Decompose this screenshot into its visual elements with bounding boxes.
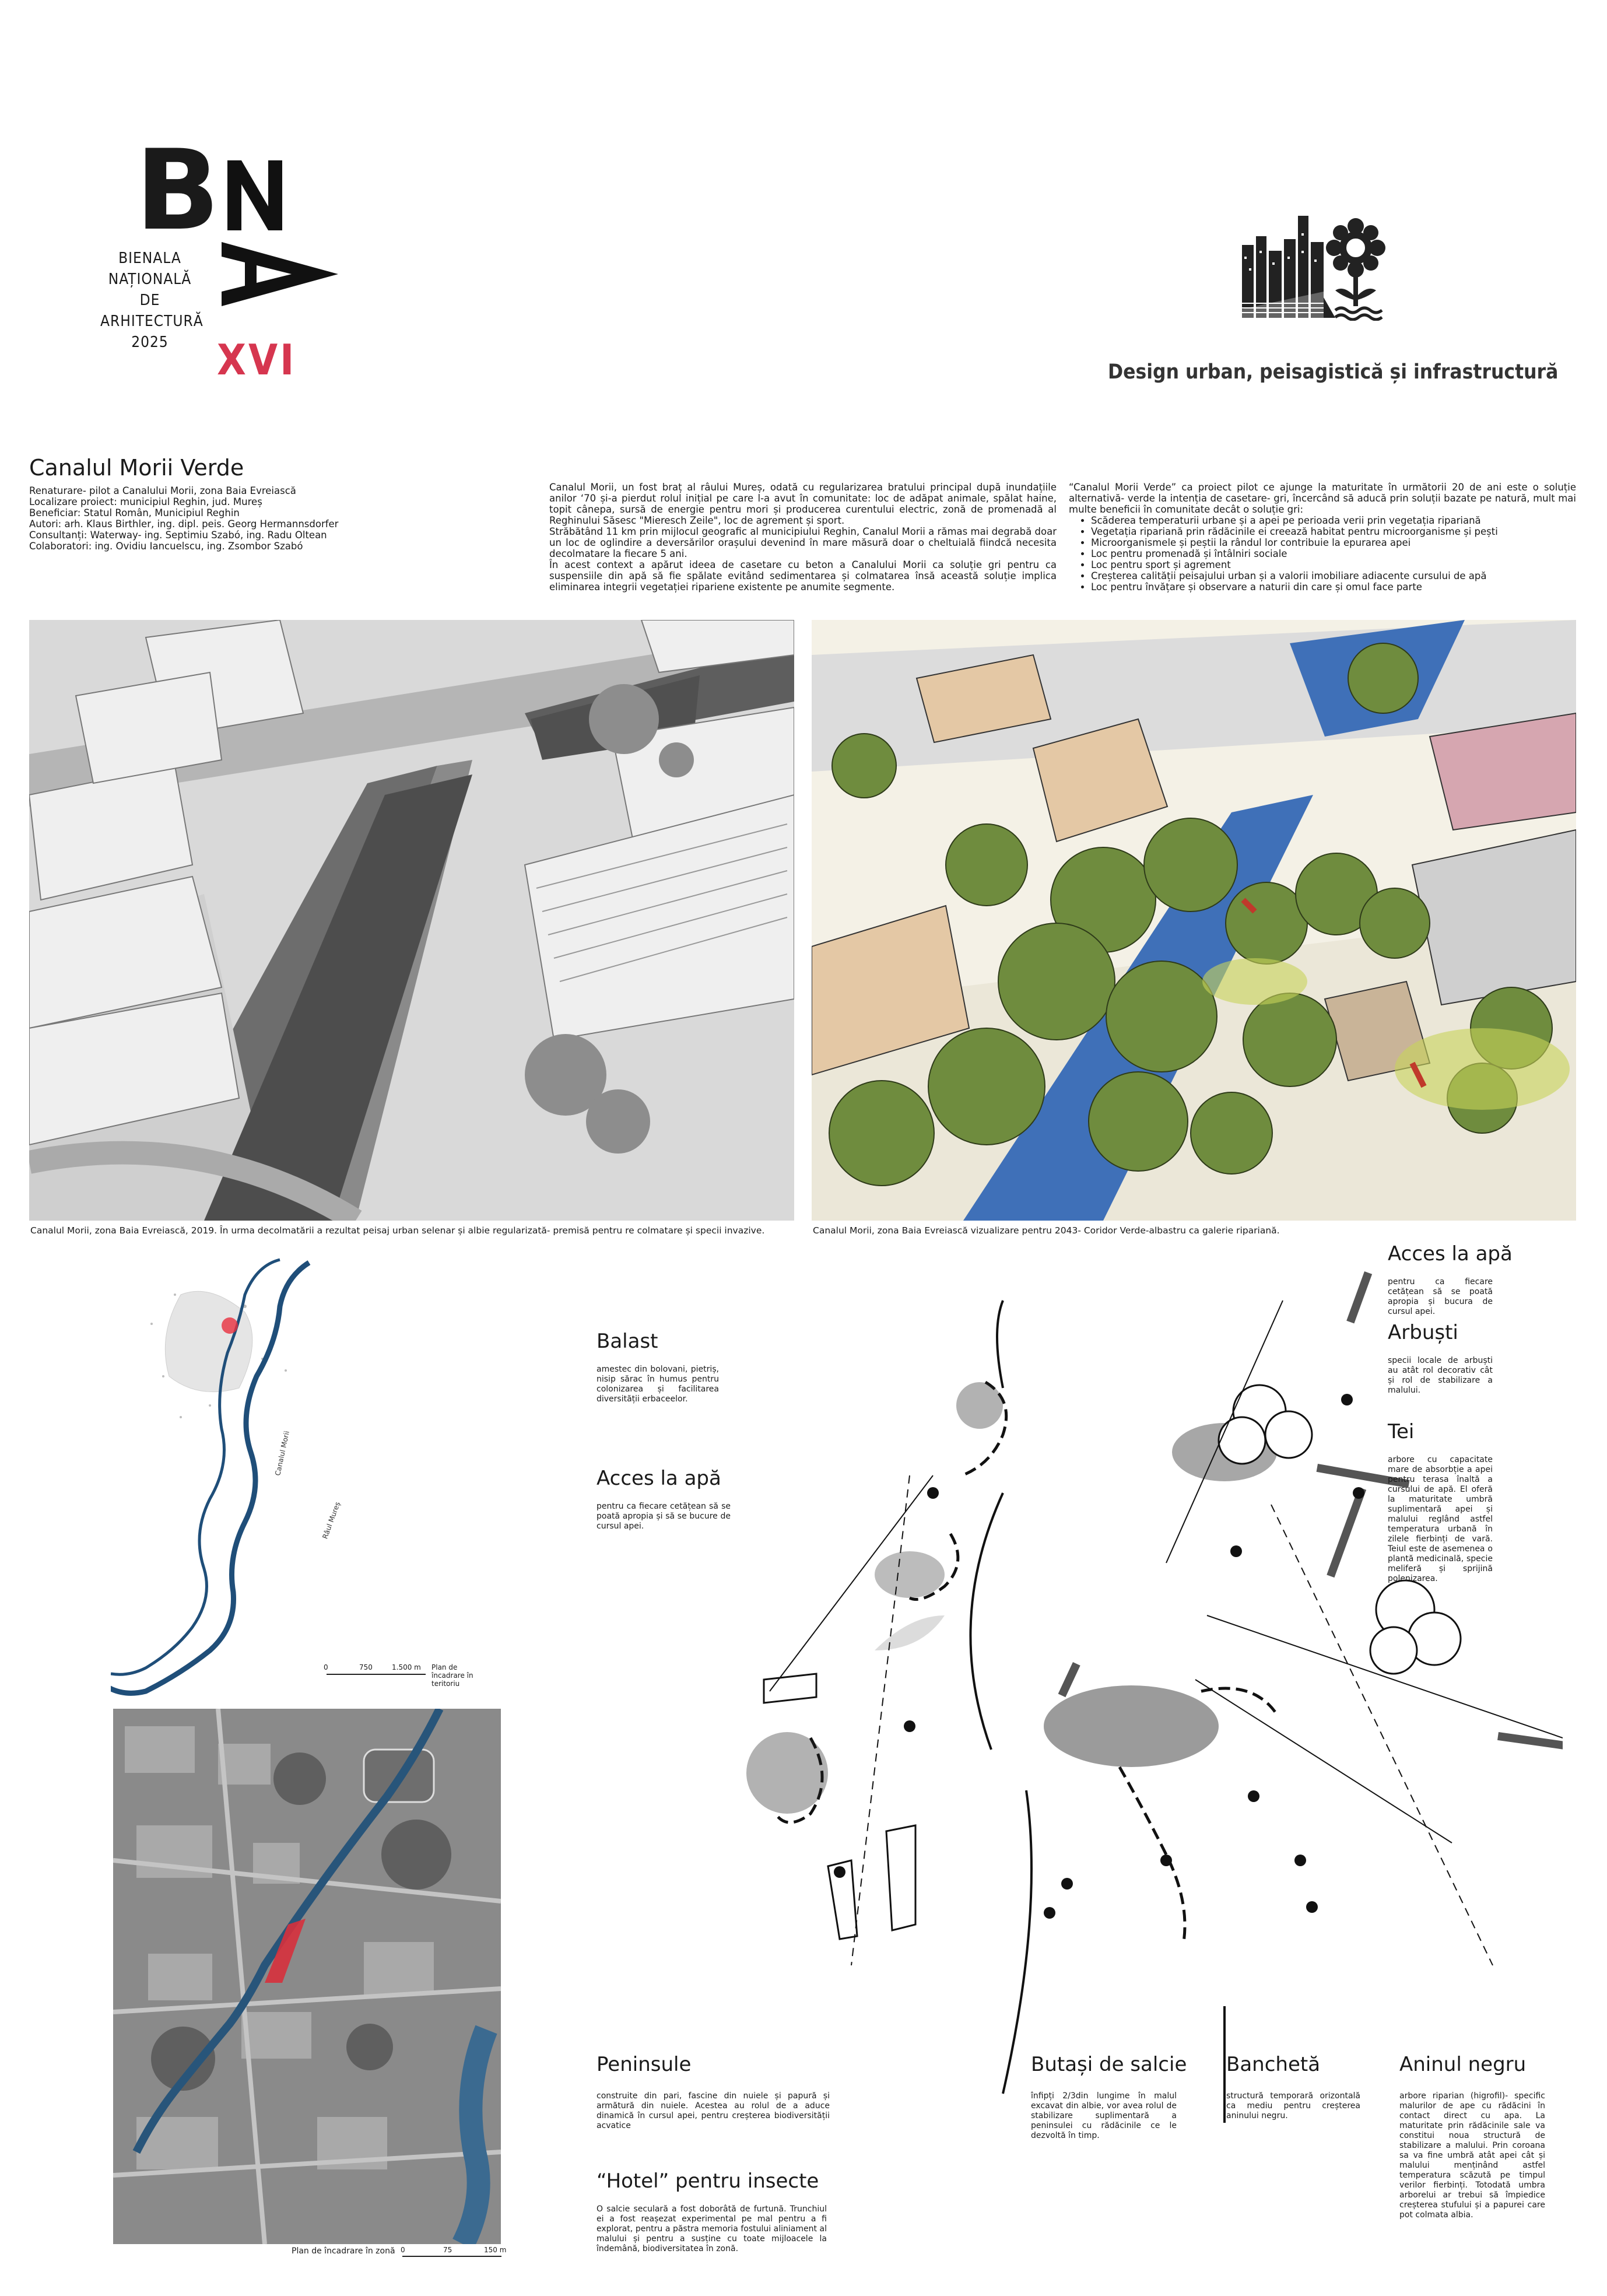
project-meta: [29, 485, 437, 552]
label-desc: O salcie seculară a fost doborâtă de furtună. Trunchiul ei a fost reașezat experimental pe mal pentru a fi explorat, pentru a păstra memoria fostului aliniament al malului și pentru a susține cu toate mijloacele la îndemână, biodiversitatea în zonă.: [597, 2204, 827, 2253]
zone-map: [113, 1709, 501, 2244]
meta-line: Renaturare- pilot a Canalului Morii, zona Baia Evreiască: [29, 485, 296, 496]
list-item: • Vegetația ripariană prin rădăcinile ei creează habitat pentru microorganisme și pești: [1091, 526, 1576, 537]
history-text: [549, 482, 1057, 593]
scale-bar: [402, 2256, 501, 2257]
label-title: “Hotel” pentru insecte: [597, 2169, 819, 2193]
photo-caption-2043: Canalul Morii, zona Baia Evreiască vizualizare pentru 2043- Coridor Verde-albastru ca galerie ripariană.: [813, 1225, 1280, 1236]
label-desc: structură temporară orizontală ca mediu pentru creșterea aninului negru.: [1226, 2091, 1360, 2120]
label-bancheta: [1226, 2053, 1372, 2121]
label-tei: [1388, 1420, 1563, 1584]
label-butasi: [1031, 2053, 1206, 2141]
map-caption: Plan de încadrare în teritoriu: [431, 1663, 473, 1688]
label-desc: pentru ca fiecare cetățean să se poată apropia și bucura de cursul apei.: [1388, 1277, 1493, 1316]
meta-line: Beneficiar: Statul Român, Municipiul Reghin: [29, 507, 240, 518]
label-title: Peninsule: [597, 2053, 692, 2076]
logo-text: BIENALA NAȚIONALĂ DE ARHITECTURĂ 2025: [100, 250, 203, 351]
meta-line: Localizare proiect: municipiul Reghin, jud. Mureș: [29, 496, 262, 507]
label-title: Arbuști: [1388, 1321, 1458, 1344]
scale-label: 1.500 m: [392, 1663, 421, 1671]
meta-line: Colaboratori: ing. Ovidiu Iancuelscu, ing. Zsombor Szabó: [29, 541, 303, 552]
label-title: Balast: [597, 1330, 658, 1353]
scale-label: 750: [359, 1663, 373, 1671]
label-hotel: [597, 2169, 830, 2254]
river-label: Râul Mureș: [321, 1501, 342, 1540]
label-peninsule: [597, 2053, 830, 2131]
scale-label: 75: [443, 2246, 452, 2254]
meta-line: Consultanți: Waterway- ing. Septimiu Szabó, ing. Radu Oltean: [29, 530, 327, 541]
benefits-list: [1069, 515, 1576, 593]
list-item: • Loc pentru promenadă și întâlniri sociale: [1091, 548, 1576, 559]
logo-letter-b: B: [135, 126, 217, 255]
label-title: Tei: [1388, 1420, 1415, 1443]
category-title: Design urban, peisagistică și infrastructură: [1108, 360, 1559, 384]
paragraph: “Canalul Morii Verde” ca proiect pilot ce ajunge la maturitate în următorii 20 de ani este o soluție alternativă- verde la intenția de casetare- gri, încercând să aducă prin soluții bazate pe natură, mult mai multe beneficii în comunitate decât o soluție gri:: [1069, 482, 1576, 515]
photo-caption-2019: Canalul Morii, zona Baia Evreiască, 2019. În urma decolmatării a rezultat peisaj urban selenar și albie regularizată- premisă pentru re colmatare și specii invazive.: [30, 1225, 765, 1236]
scale-label: 0: [401, 2246, 405, 2254]
territory-map: [111, 1242, 484, 1697]
aerial-photo-2019: [29, 620, 794, 1221]
label-title: Acces la apă: [597, 1467, 721, 1490]
project-title: Canalul Morii Verde: [29, 455, 244, 481]
label-desc: arbore riparian (higrofil)- specific malurilor de ape cu rădăcini în contact direct cu apa. La maturitate prin rădăcinile sale va constitui noua structură de stabilizare a malului. Prin coroana sa va fine umbră atât apei cât și malului menținând astfel temperatura scăzută pe timpul verilor fierbinți. Totodată umbra arborelui ar trebui să împiedice creșterea stufului și a papurei care pot colmata albia.: [1399, 2091, 1545, 2220]
label-title: Acces la apă: [1388, 1242, 1513, 1266]
scale-label: 0: [324, 1663, 328, 1671]
canal-label: Canalul Morii: [273, 1430, 292, 1477]
paragraph: Străbătând 11 km prin mijlocul geografic al municipiului Reghin, Canalul Morii a rămas mai degrabă doar un loc de oglindire a deversărilor orașului devenind în mare măsură doar o cheltuială fiindcă necesita decolmatare la fiecare 5 ani.: [549, 526, 1057, 559]
benefits-text: [1069, 482, 1576, 593]
label-aninul: [1399, 2053, 1563, 2220]
label-balast: [597, 1330, 771, 1404]
label-desc: amestec din bolovani, pietriș, nisip sărac în humus pentru colonizarea și facilitarea diversității erbaceelor.: [597, 1365, 719, 1404]
map-caption: Plan de încadrare în zonă: [292, 2246, 395, 2256]
logo-na-mark: [210, 149, 344, 324]
label-arbusti: [1388, 1321, 1563, 1396]
meta-line: Autori: arh. Klaus Birthler, ing. dipl. peis. Georg Hermannsdorfer: [29, 518, 339, 530]
list-item: • Loc pentru învățare și observare a naturii din care și omul face parte: [1091, 581, 1576, 593]
edition-number: XVI: [217, 335, 297, 384]
label-desc: pentru ca fiecare cetățean să se poată apropia și să se bucure de cursul apei.: [597, 1502, 731, 1531]
label-desc: arbore cu capacitate mare de absorbție a apei pentru terasa înaltă a cursului de apă. El oferă la maturitate umbră suplimentară apei și malului reglând astfel temperatura urbană în zilele fierbinți de vară. Teiul este de asemenea o plantă medicinală, specie meliferă și sprijină polenizarea.: [1388, 1455, 1493, 1583]
label-title: Butași de salcie: [1031, 2053, 1187, 2076]
scale-bar: [327, 1674, 426, 1675]
label-acces-top: [1388, 1242, 1563, 1317]
label-title: Banchetă: [1226, 2053, 1321, 2076]
scale-label: 150 m: [484, 2246, 507, 2254]
label-acces-left: [597, 1467, 771, 1531]
site-marker: [222, 1317, 238, 1334]
visualization-2043: [812, 620, 1576, 1221]
label-title: Aninul negru: [1399, 2053, 1527, 2076]
label-desc: construite din pari, fascine din nuiele și papură și armătură din nuiele. Acestea au rolul de a aduce dinamică în cursul apei, pentru creșterea biodiversității acvatice: [597, 2091, 830, 2130]
list-item: • Loc pentru sport și agrement: [1091, 559, 1576, 570]
list-item: • Scăderea temperaturii urbane și a apei pe perioada verii prin vegetația ripariană: [1091, 515, 1576, 526]
list-item: • Microorganismele și peștii la rândul lor contribuie la epurarea apei: [1091, 537, 1576, 548]
label-desc: înfipți 2/3din lungime în malul excavat din albie, vor avea rolul de stabilizare suplimentară a peninsulei cu rădăcinile ce le dezvoltă în timp.: [1031, 2091, 1177, 2140]
city-flower-icon: [1242, 216, 1394, 321]
list-item: • Creșterea calității peisajului urban și a valorii imobiliare adiacente cursului de apă: [1091, 570, 1576, 581]
paragraph: În acest context a apărut ideea de casetare cu beton a Canalului Morii ca soluție gri pentru ca suspensiile din apă să fie spălate evitând sedimentarea și colmatarea însă această soluție implica eliminarea integrii vegetației ripariene existente pe anumite segmente.: [549, 559, 1057, 593]
paragraph: Canalul Morii, un fost braț al râului Mureș, odată cu regularizarea bratului principal după inundațiile anilor ‘70 și-a pierdut rolul inițial pe care l-a avut în comunitate: loc de adăpat animale, spălat haine, topit cânepa, sursă de energie pentru mori și producerea curentului electric, zonă de promenadă al Reghinului Săsesc "Mieresch Zeile", loc de agrement și sport.: [549, 482, 1057, 526]
label-desc: specii locale de arbuști au atât rol decorativ cât și rol de stabilizare a malului.: [1388, 1356, 1493, 1395]
